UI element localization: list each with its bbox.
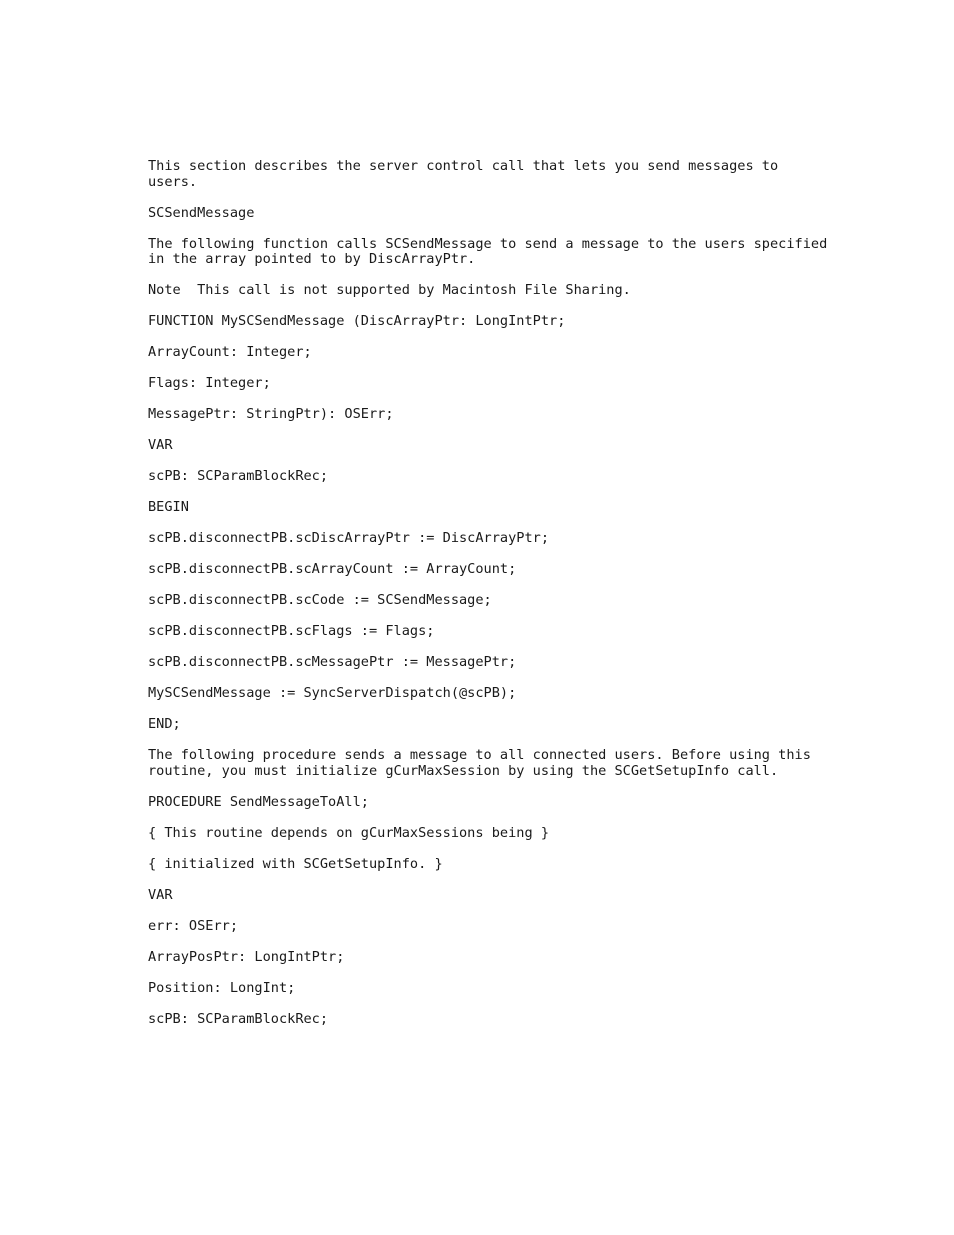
code-line: scPB.disconnectPB.scCode := SCSendMessage; [148, 592, 492, 608]
code-line: ArrayPosPtr: LongIntPtr; [148, 948, 345, 965]
description-paragraph: The following function calls SCSendMessage to send a message to the users specified in the array pointed to by DiscArrayPtr. [148, 235, 836, 267]
procedure-code-block [148, 795, 828, 1028]
code-line: VAR [148, 437, 173, 453]
code-line: MySCSendMessage := SyncServerDispatch(@scPB); [148, 685, 517, 701]
code-line: scPB.disconnectPB.scDiscArrayPtr := DiscArrayPtr; [148, 530, 550, 546]
code-line: ArrayCount: Integer; [148, 344, 312, 360]
code-line: scPB.disconnectPB.scArrayCount := ArrayCount; [148, 561, 517, 577]
code-line: scPB.disconnectPB.scFlags := Flags; [148, 623, 435, 639]
code-line: FUNCTION MySCSendMessage (DiscArrayPtr: LongIntPtr; [148, 313, 566, 329]
section-heading: SCSendMessage [148, 204, 255, 221]
code-line: { initialized with SCGetSetupInfo. } [148, 855, 443, 872]
code-line: scPB: SCParamBlockRec; [148, 1010, 329, 1027]
code-line: BEGIN [148, 499, 189, 515]
note-paragraph: Note This call is not supported by Macintosh File Sharing. [148, 282, 631, 298]
code-line: Flags: Integer; [148, 375, 271, 391]
code-line: scPB.disconnectPB.scMessagePtr := MessagePtr; [148, 654, 517, 670]
function-code-block [148, 314, 828, 733]
code-line: MessagePtr: StringPtr): OSErr; [148, 406, 394, 422]
code-line: VAR [148, 886, 173, 903]
code-line: Position: LongInt; [148, 979, 296, 996]
code-line: { This routine depends on gCurMaxSessions being } [148, 824, 550, 841]
procedure-description-paragraph: The following procedure sends a message to all connected users. Before using this routine, you must initialize gCurMaxSession by using the SCGetSetupInfo call. [148, 747, 820, 779]
code-line: PROCEDURE SendMessageToAll; [148, 793, 369, 810]
document-body [148, 158, 836, 1043]
code-line: scPB: SCParamBlockRec; [148, 468, 329, 484]
code-line: END; [148, 716, 181, 732]
code-line: err: OSErr; [148, 917, 239, 934]
intro-paragraph: This section describes the server control call that lets you send messages to users. [148, 158, 787, 190]
